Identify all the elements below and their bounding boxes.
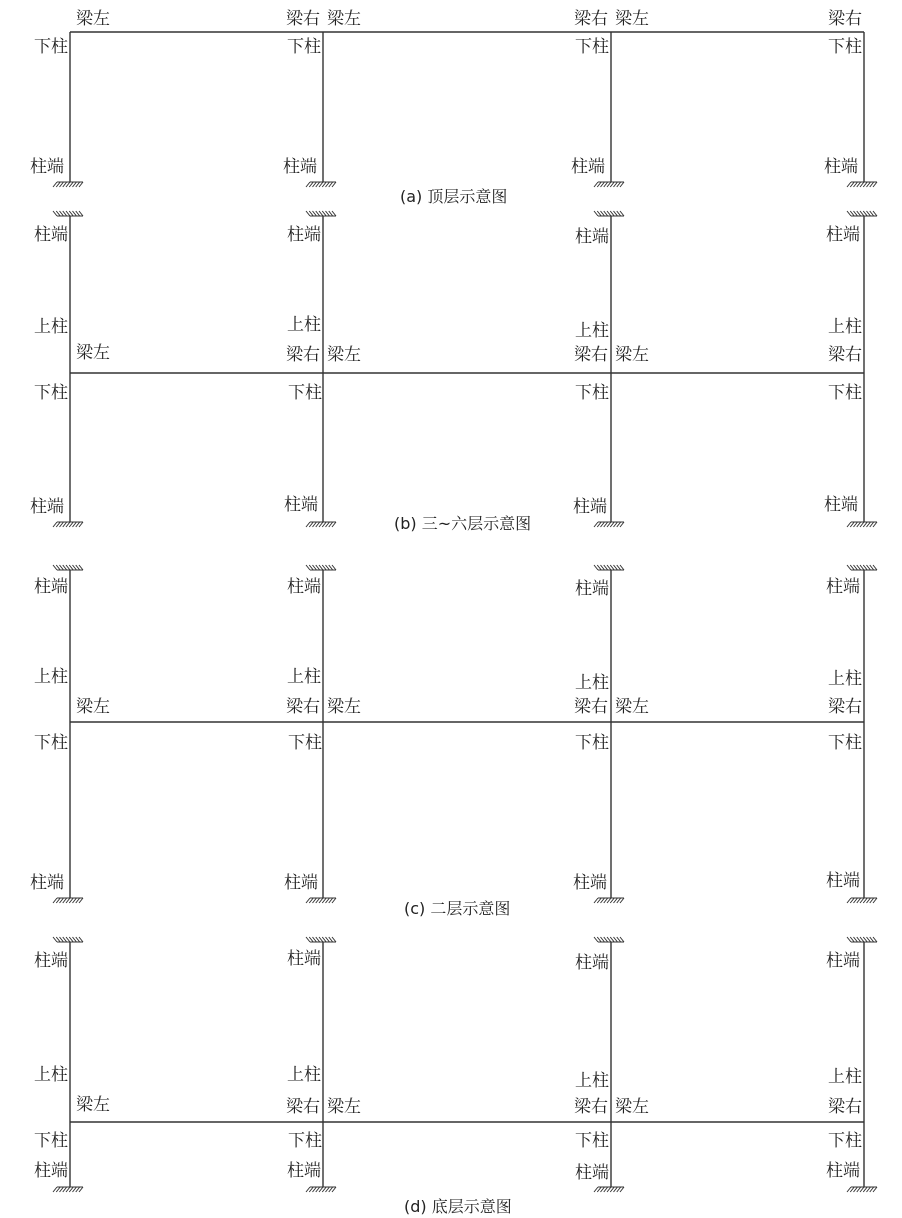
label-column-end: 柱端 bbox=[575, 227, 609, 247]
label-column-end: 柱端 bbox=[826, 577, 860, 597]
fixed-support-icon bbox=[306, 182, 336, 187]
label-beam-right: 梁右 bbox=[286, 9, 320, 29]
label-column-end: 柱端 bbox=[826, 951, 860, 971]
label-column-end: 柱端 bbox=[573, 497, 607, 517]
fixed-support-icon bbox=[53, 1187, 83, 1192]
label-lower-column: 下柱 bbox=[575, 1131, 609, 1151]
label-beam-left: 梁左 bbox=[76, 9, 110, 29]
fixed-support-icon bbox=[847, 211, 877, 216]
label-upper-column: 上柱 bbox=[575, 1071, 609, 1091]
label-beam-left: 梁左 bbox=[327, 345, 361, 365]
label-lower-column: 下柱 bbox=[828, 733, 862, 753]
fixed-support-icon bbox=[53, 211, 83, 216]
fixed-support-icon bbox=[53, 565, 83, 570]
label-column-end: 柱端 bbox=[34, 225, 68, 245]
fixed-support-icon bbox=[306, 211, 336, 216]
label-column-end: 柱端 bbox=[571, 157, 605, 177]
label-column-end: 柱端 bbox=[30, 873, 64, 893]
label-lower-column: 下柱 bbox=[288, 383, 322, 403]
caption-d: (d) 底层示意图 bbox=[404, 1197, 512, 1216]
label-beam-right: 梁右 bbox=[574, 697, 608, 717]
label-beam-right: 梁右 bbox=[574, 345, 608, 365]
label-lower-column: 下柱 bbox=[34, 733, 68, 753]
fixed-support-icon bbox=[594, 898, 624, 903]
label-lower-column: 下柱 bbox=[828, 1131, 862, 1151]
panel-a-top-floor bbox=[30, 8, 877, 206]
label-column-end: 柱端 bbox=[575, 953, 609, 973]
label-column-end: 柱端 bbox=[284, 873, 318, 893]
label-beam-right: 梁右 bbox=[286, 345, 320, 365]
label-beam-left: 梁左 bbox=[76, 697, 110, 717]
label-column-end: 柱端 bbox=[287, 577, 321, 597]
label-beam-left: 梁左 bbox=[76, 343, 110, 363]
label-column-end: 柱端 bbox=[283, 157, 317, 177]
label-beam-right: 梁右 bbox=[828, 1097, 862, 1117]
fixed-support-icon bbox=[594, 182, 624, 187]
label-column-end: 柱端 bbox=[826, 871, 860, 891]
label-column-end: 柱端 bbox=[287, 949, 321, 969]
fixed-support-icon bbox=[306, 522, 336, 527]
fixed-support-icon bbox=[847, 898, 877, 903]
label-lower-column: 下柱 bbox=[288, 1131, 322, 1151]
fixed-support-icon bbox=[306, 1187, 336, 1192]
fixed-support-icon bbox=[53, 522, 83, 527]
fixed-support-icon bbox=[306, 937, 336, 942]
label-lower-column: 下柱 bbox=[34, 1131, 68, 1151]
label-lower-column: 下柱 bbox=[828, 383, 862, 403]
label-upper-column: 上柱 bbox=[287, 1065, 321, 1085]
label-beam-right: 梁右 bbox=[574, 9, 608, 29]
label-lower-column: 下柱 bbox=[575, 383, 609, 403]
caption-b: (b) 三~六层示意图 bbox=[394, 514, 532, 533]
label-column-end: 柱端 bbox=[824, 157, 858, 177]
label-column-end: 柱端 bbox=[826, 225, 860, 245]
label-beam-left: 梁左 bbox=[615, 9, 649, 29]
fixed-support-icon bbox=[847, 182, 877, 187]
label-lower-column: 下柱 bbox=[575, 733, 609, 753]
fixed-support-icon bbox=[847, 565, 877, 570]
label-column-end: 柱端 bbox=[34, 951, 68, 971]
label-beam-right: 梁右 bbox=[286, 1097, 320, 1117]
fixed-support-icon bbox=[594, 1187, 624, 1192]
panel-b-middle-floors bbox=[30, 211, 877, 533]
panel-c-second-floor bbox=[30, 565, 877, 918]
label-column-end: 柱端 bbox=[34, 577, 68, 597]
label-lower-column: 下柱 bbox=[34, 37, 68, 57]
label-beam-right: 梁右 bbox=[574, 1097, 608, 1117]
label-beam-right: 梁右 bbox=[828, 697, 862, 717]
label-upper-column: 上柱 bbox=[287, 315, 321, 335]
label-column-end: 柱端 bbox=[826, 1161, 860, 1181]
label-column-end: 柱端 bbox=[34, 1161, 68, 1181]
caption-c: (c) 二层示意图 bbox=[404, 899, 511, 918]
panel-d-ground-floor bbox=[34, 937, 877, 1216]
fixed-support-icon bbox=[594, 522, 624, 527]
fixed-support-icon bbox=[594, 937, 624, 942]
fixed-support-icon bbox=[53, 937, 83, 942]
label-beam-right: 梁右 bbox=[286, 697, 320, 717]
label-upper-column: 上柱 bbox=[828, 669, 862, 689]
label-beam-left: 梁左 bbox=[615, 697, 649, 717]
label-upper-column: 上柱 bbox=[828, 317, 862, 337]
label-beam-left: 梁左 bbox=[615, 345, 649, 365]
fixed-support-icon bbox=[53, 898, 83, 903]
fixed-support-icon bbox=[847, 1187, 877, 1192]
label-beam-right: 梁右 bbox=[828, 9, 862, 29]
label-lower-column: 下柱 bbox=[575, 37, 609, 57]
label-column-end: 柱端 bbox=[284, 495, 318, 515]
label-column-end: 柱端 bbox=[287, 225, 321, 245]
fixed-support-icon bbox=[53, 182, 83, 187]
label-column-end: 柱端 bbox=[575, 1163, 609, 1183]
label-beam-left: 梁左 bbox=[615, 1097, 649, 1117]
label-upper-column: 上柱 bbox=[34, 667, 68, 687]
label-column-end: 柱端 bbox=[824, 495, 858, 515]
label-upper-column: 上柱 bbox=[287, 667, 321, 687]
label-lower-column: 下柱 bbox=[34, 383, 68, 403]
fixed-support-icon bbox=[847, 522, 877, 527]
label-column-end: 柱端 bbox=[30, 157, 64, 177]
label-upper-column: 上柱 bbox=[575, 673, 609, 693]
label-upper-column: 上柱 bbox=[828, 1067, 862, 1087]
label-upper-column: 上柱 bbox=[34, 1065, 68, 1085]
label-column-end: 柱端 bbox=[575, 579, 609, 599]
label-beam-right: 梁右 bbox=[828, 345, 862, 365]
label-beam-left: 梁左 bbox=[327, 9, 361, 29]
label-lower-column: 下柱 bbox=[288, 733, 322, 753]
label-beam-left: 梁左 bbox=[327, 1097, 361, 1117]
fixed-support-icon bbox=[594, 565, 624, 570]
fixed-support-icon bbox=[306, 565, 336, 570]
label-column-end: 柱端 bbox=[287, 1161, 321, 1181]
label-column-end: 柱端 bbox=[573, 873, 607, 893]
label-upper-column: 上柱 bbox=[34, 317, 68, 337]
fixed-support-icon bbox=[594, 211, 624, 216]
label-lower-column: 下柱 bbox=[287, 37, 321, 57]
label-column-end: 柱端 bbox=[30, 497, 64, 517]
label-beam-left: 梁左 bbox=[327, 697, 361, 717]
label-upper-column: 上柱 bbox=[575, 321, 609, 341]
fixed-support-icon bbox=[847, 937, 877, 942]
label-beam-left: 梁左 bbox=[76, 1095, 110, 1115]
caption-a: (a) 顶层示意图 bbox=[400, 187, 508, 206]
fixed-support-icon bbox=[306, 898, 336, 903]
label-lower-column: 下柱 bbox=[828, 37, 862, 57]
